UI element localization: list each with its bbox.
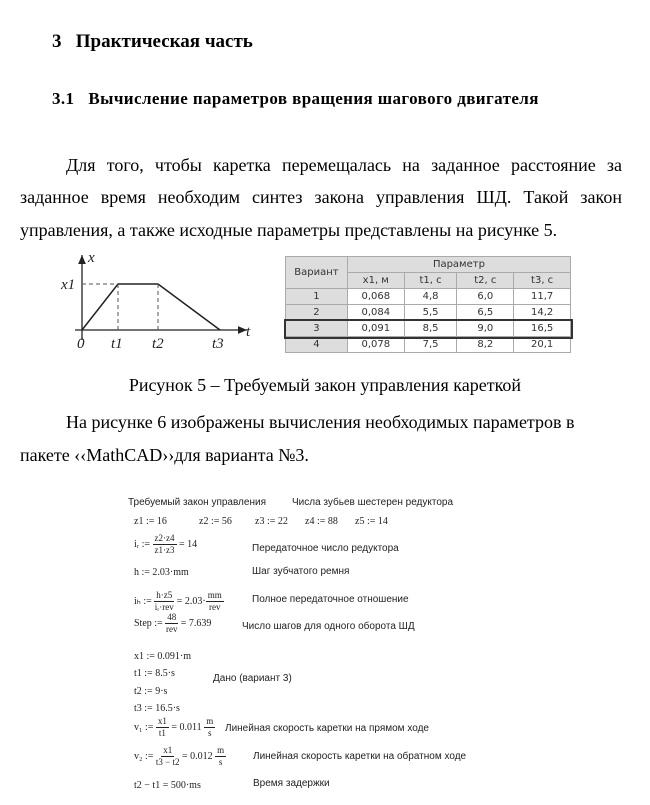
control-law-graph <box>55 250 270 355</box>
subsection-title: Вычисление параметров вращения шагового двигателя <box>88 89 539 108</box>
subheader: t3, с <box>514 273 571 289</box>
cell: 7,5 <box>404 337 457 353</box>
mc-comment: Число шагов для одного оборота ШД <box>242 621 415 632</box>
result: = 2.03· <box>176 595 206 607</box>
mc-expr: z4 := 88 <box>305 516 338 527</box>
cell: 6,0 <box>457 289 514 305</box>
den: s <box>218 757 223 767</box>
mc-expr-v2 <box>134 745 226 768</box>
mc-comment: Передаточное число редуктора <box>252 543 399 554</box>
y-label: x <box>88 250 95 266</box>
table-row <box>286 289 571 305</box>
mc-expr-ir <box>134 533 197 556</box>
cell: 6,5 <box>457 305 514 321</box>
table-row <box>286 305 571 321</box>
cell: 4,8 <box>404 289 457 305</box>
cell: 0,091 <box>347 321 404 337</box>
result: = 14 <box>179 538 198 550</box>
mc-expr: x1 := 0.091·m <box>134 651 192 662</box>
lhs: v₂ := <box>134 750 154 762</box>
den: rev <box>208 602 221 612</box>
paragraph-line: управления, а также исходные параметры представлены на рисунке 5. <box>20 220 558 240</box>
num: mm <box>207 590 222 600</box>
den: t3 − t2 <box>155 757 180 767</box>
lhs: Step := <box>134 617 163 629</box>
variants-table <box>285 256 571 353</box>
mc-expr: z2 := 56 <box>199 516 232 527</box>
cell: 1 <box>286 289 348 305</box>
num: h·z5 <box>156 590 173 600</box>
paragraph-line: Для того, чтобы каретка перемещалась на заданное расстояние за <box>66 155 622 175</box>
cell: 4 <box>286 337 348 353</box>
subheader: x1, м <box>347 273 404 289</box>
table-row <box>286 337 571 353</box>
result: = 7.639 <box>180 617 212 629</box>
result: = 0.012 <box>181 750 213 762</box>
num: m <box>217 745 225 755</box>
num: m <box>206 716 214 726</box>
trapezoid-law <box>82 284 220 330</box>
mc-comment: Время задержки <box>253 778 330 789</box>
mc-expr: h := 2.03·mm <box>134 567 189 578</box>
lhs: v₁ := <box>134 721 154 733</box>
cell: 16,5 <box>514 321 571 337</box>
den: z1·z3 <box>154 545 175 555</box>
mc-comment: Шаг зубчатого ремня <box>252 566 350 577</box>
paragraph-line: На рисунке 6 изображены вычисления необходимых параметров в <box>66 412 575 432</box>
section-number: 3 <box>52 31 62 52</box>
den: iᵣ·rev <box>154 602 174 612</box>
cell: 8,2 <box>457 337 514 353</box>
mc-comment: Требуемый закон управления <box>128 497 266 508</box>
subheader: t2, с <box>457 273 514 289</box>
section-title: Практическая часть <box>75 31 253 52</box>
num: z2·z4 <box>154 533 175 543</box>
cell: 9,0 <box>457 321 514 337</box>
subheader: t1, с <box>404 273 457 289</box>
cell: 20,1 <box>514 337 571 353</box>
mc-comment: Линейная скорость каретки на обратном ходе <box>253 751 467 762</box>
mc-expr: t2 := 9·s <box>134 686 168 697</box>
mc-comment: Числа зубьев шестерен редуктора <box>292 497 454 508</box>
cell: 0,084 <box>347 305 404 321</box>
den: t1 <box>158 728 166 738</box>
header-variant: Вариант <box>286 257 348 289</box>
cell: 14,2 <box>514 305 571 321</box>
num: x1 <box>163 745 173 755</box>
cell: 0,068 <box>347 289 404 305</box>
table-row-selected <box>286 321 571 337</box>
subsection-number: 3.1 <box>52 89 75 108</box>
result: = 0.011 <box>171 721 202 733</box>
num: 48 <box>167 612 177 622</box>
cell: 11,7 <box>514 289 571 305</box>
subsection-heading <box>52 89 539 109</box>
mc-expr: t3 := 16.5·s <box>134 703 180 714</box>
mc-expr: t2 − t1 = 500·ms <box>134 780 201 791</box>
section-heading <box>52 31 253 53</box>
t1-label: t1 <box>111 336 123 352</box>
mc-expr: t1 := 8.5·s <box>134 668 175 679</box>
cell: 0,078 <box>347 337 404 353</box>
mc-expr: z5 := 14 <box>355 516 388 527</box>
cell: 2 <box>286 305 348 321</box>
paragraph-line: пакете ‹‹MathCAD››для варианта №3. <box>20 445 309 465</box>
mc-expr-step <box>134 612 211 635</box>
mc-expr-ih <box>134 590 224 613</box>
den: rev <box>165 624 178 634</box>
mc-comment: Полное передаточное отношение <box>252 594 409 605</box>
paragraph-line: заданное время необходим синтез закона управления ШД. Такой закон <box>20 187 622 207</box>
cell: 3 <box>286 321 348 337</box>
mc-comment: Дано (вариант 3) <box>213 673 292 684</box>
origin-label: 0 <box>77 336 85 352</box>
den: s <box>207 728 212 738</box>
x-label: t <box>246 324 251 340</box>
lhs: iᵣ := <box>134 538 150 550</box>
mc-expr: z1 := 16 <box>134 516 167 527</box>
t3-label: t3 <box>212 336 224 352</box>
num: x1 <box>157 716 167 726</box>
figure-caption: Рисунок 5 – Требуемый закон управления кареткой <box>128 375 522 395</box>
cell: 5,5 <box>404 305 457 321</box>
x1-label: x1 <box>61 277 76 293</box>
mc-expr: z3 := 22 <box>255 516 288 527</box>
cell: 8,5 <box>404 321 457 337</box>
mc-comment: Линейная скорость каретки на прямом ходе <box>225 723 429 734</box>
mc-expr-v1 <box>134 716 215 739</box>
header-parameter: Параметр <box>347 257 570 273</box>
t2-label: t2 <box>152 336 164 352</box>
lhs: iₕ := <box>134 595 152 607</box>
